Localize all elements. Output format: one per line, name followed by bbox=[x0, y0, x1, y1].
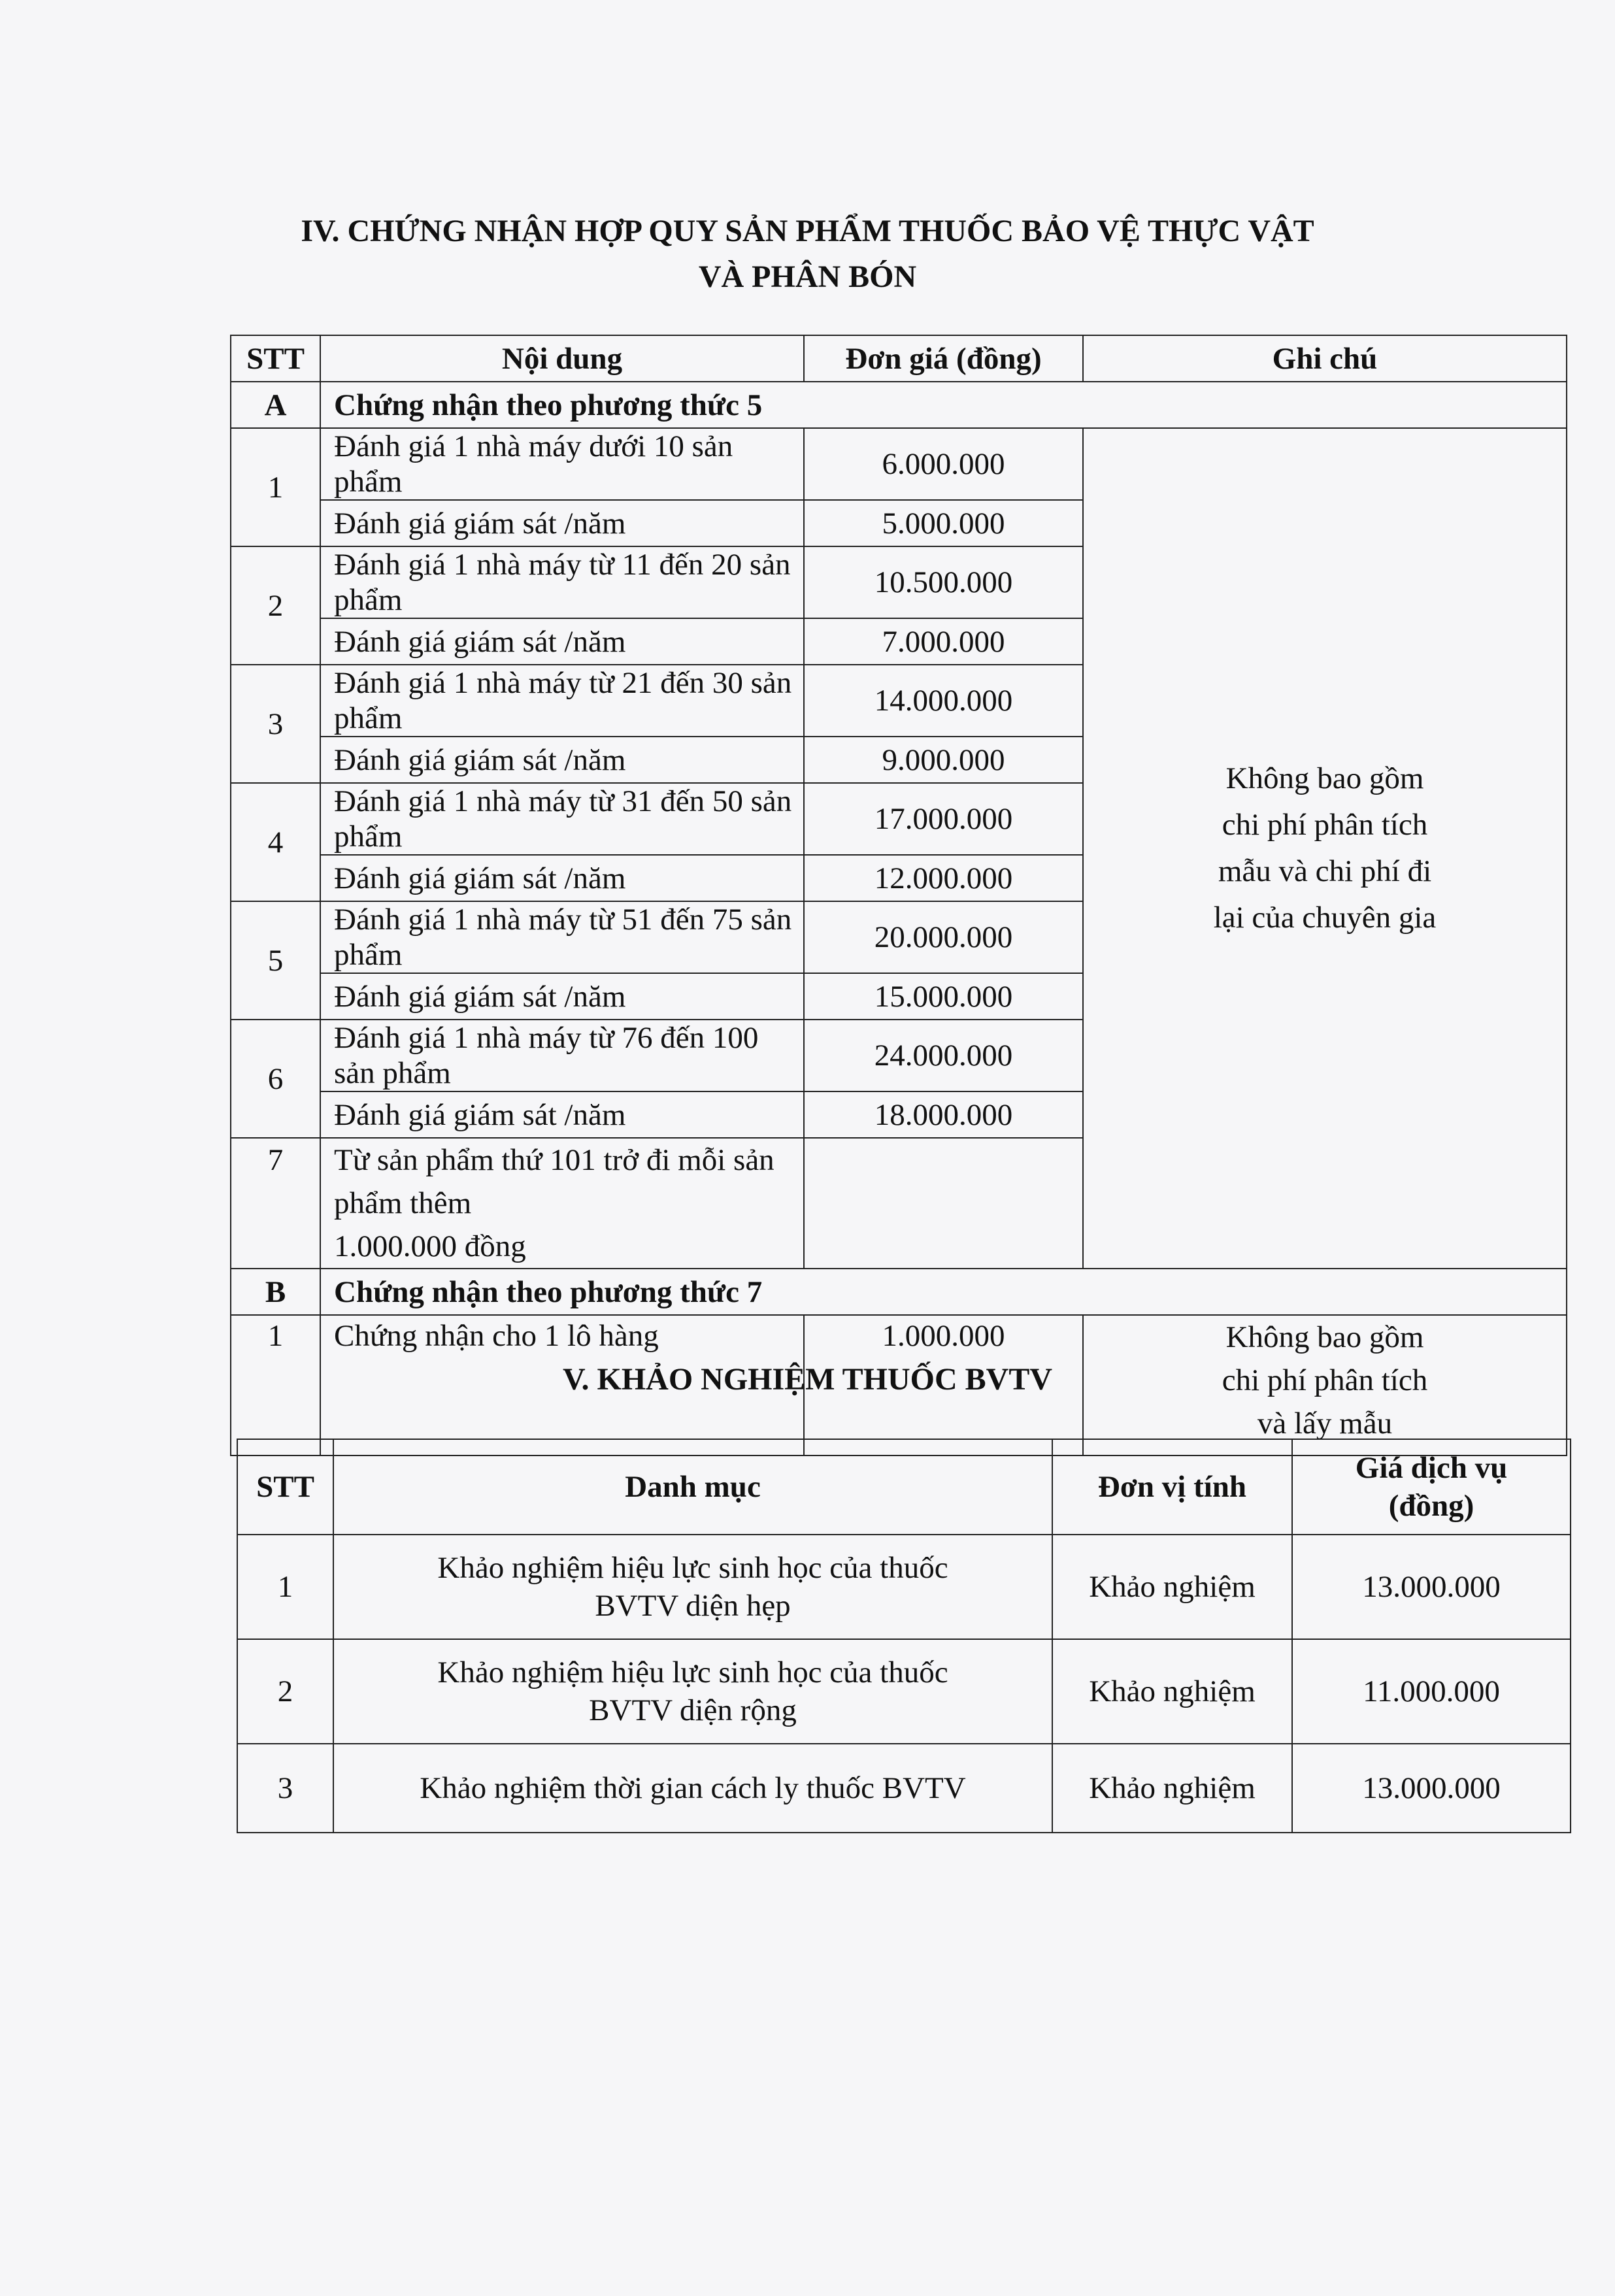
trial-price-table bbox=[237, 1439, 1571, 1833]
row-stt: 1 bbox=[231, 1315, 320, 1456]
row-price: 15.000.000 bbox=[804, 973, 1083, 1020]
group-a-note bbox=[1083, 428, 1567, 1269]
row-stt: 5 bbox=[231, 901, 320, 1020]
row-content: Chứng nhận cho 1 lô hàng bbox=[320, 1315, 804, 1456]
row-category bbox=[333, 1639, 1052, 1744]
row-price bbox=[804, 1138, 1083, 1269]
group-a-note-line: chi phí phân tích bbox=[1222, 808, 1428, 842]
group-a-label: Chứng nhận theo phương thức 5 bbox=[320, 382, 1567, 428]
row-price: 14.000.000 bbox=[804, 665, 1083, 737]
row-price: 17.000.000 bbox=[804, 783, 1083, 855]
group-b-note-line: chi phí phân tích bbox=[1222, 1363, 1428, 1397]
row-price: 20.000.000 bbox=[804, 901, 1083, 973]
row-unit: Khảo nghiệm bbox=[1052, 1639, 1292, 1744]
row-category-line-1: Khảo nghiệm thời gian cách ly thuốc BVTV bbox=[420, 1771, 966, 1805]
group-b-label: Chứng nhận theo phương thức 7 bbox=[320, 1269, 1567, 1315]
row-content bbox=[320, 1138, 804, 1269]
row-category bbox=[333, 1744, 1052, 1833]
row-category-line-1: Khảo nghiệm hiệu lực sinh học của thuốc bbox=[437, 1551, 948, 1585]
group-a-note-line: Không bao gồm bbox=[1225, 761, 1424, 795]
row-content: Đánh giá 1 nhà máy dưới 10 sản phẩm bbox=[320, 428, 804, 500]
header-service-price-line-1: Giá dịch vụ bbox=[1355, 1451, 1508, 1485]
header-price: Đơn giá (đồng) bbox=[804, 335, 1083, 382]
group-b-note-line: và lấy mẫu bbox=[1257, 1406, 1393, 1440]
row-content: Đánh giá giám sát /năm bbox=[320, 973, 804, 1020]
row-price: 13.000.000 bbox=[1292, 1535, 1571, 1639]
table-row bbox=[237, 1639, 1571, 1744]
group-a-note-line: lại của chuyên gia bbox=[1213, 901, 1437, 935]
header-stt: STT bbox=[237, 1439, 333, 1535]
row-content: Đánh giá giám sát /năm bbox=[320, 855, 804, 901]
row-stt: 2 bbox=[231, 546, 320, 665]
row-content: Đánh giá giám sát /năm bbox=[320, 618, 804, 665]
header-category: Danh mục bbox=[333, 1439, 1052, 1535]
group-a-note-line: mẫu và chi phí đi bbox=[1218, 854, 1432, 888]
row-price: 13.000.000 bbox=[1292, 1744, 1571, 1833]
table-row bbox=[237, 1744, 1571, 1833]
row-price: 18.000.000 bbox=[804, 1091, 1083, 1138]
row-price: 7.000.000 bbox=[804, 618, 1083, 665]
row-stt: 1 bbox=[231, 428, 320, 546]
row-stt: 6 bbox=[231, 1020, 320, 1138]
header-service-price bbox=[1292, 1439, 1571, 1535]
header-content: Nội dung bbox=[320, 335, 804, 382]
row-price: 5.000.000 bbox=[804, 500, 1083, 546]
row-content: Đánh giá 1 nhà máy từ 21 đến 30 sản phẩm bbox=[320, 665, 804, 737]
row-content: Đánh giá 1 nhà máy từ 51 đến 75 sản phẩm bbox=[320, 901, 804, 973]
section-4-title-line-2: VÀ PHÂN BÓN bbox=[698, 259, 917, 294]
row-content-line-1: Từ sản phẩm thứ 101 trở đi mỗi sản phẩm thêm bbox=[334, 1143, 774, 1220]
header-note: Ghi chú bbox=[1083, 335, 1567, 382]
group-a-code: A bbox=[231, 382, 320, 428]
table-row bbox=[231, 428, 1567, 500]
row-price: 11.000.000 bbox=[1292, 1639, 1571, 1744]
row-content: Đánh giá 1 nhà máy từ 76 đến 100 sản phẩm bbox=[320, 1020, 804, 1091]
row-content: Đánh giá giám sát /năm bbox=[320, 737, 804, 783]
section-5-title: V. KHẢO NGHIỆM THUỐC BVTV bbox=[563, 1362, 1052, 1397]
row-stt: 2 bbox=[237, 1639, 333, 1744]
row-content: Đánh giá giám sát /năm bbox=[320, 500, 804, 546]
group-b-code: B bbox=[231, 1269, 320, 1315]
row-price: 12.000.000 bbox=[804, 855, 1083, 901]
section-4-title-line-1: IV. CHỨNG NHẬN HỢP QUY SẢN PHẨM THUỐC BẢO VỆ THỰC VẬT bbox=[301, 214, 1314, 248]
row-stt: 3 bbox=[237, 1744, 333, 1833]
table-row bbox=[237, 1535, 1571, 1639]
row-price: 10.500.000 bbox=[804, 546, 1083, 618]
certification-price-table bbox=[230, 335, 1567, 1456]
table-row bbox=[231, 1269, 1567, 1315]
row-price: 6.000.000 bbox=[804, 428, 1083, 500]
row-category-line-2: BVTV diện hẹp bbox=[595, 1589, 791, 1623]
row-stt: 3 bbox=[231, 665, 320, 783]
row-price: 24.000.000 bbox=[804, 1020, 1083, 1091]
row-price: 9.000.000 bbox=[804, 737, 1083, 783]
row-stt: 4 bbox=[231, 783, 320, 901]
row-price: 1.000.000 bbox=[804, 1315, 1083, 1456]
header-unit: Đơn vị tính bbox=[1052, 1439, 1292, 1535]
row-category bbox=[333, 1535, 1052, 1639]
row-unit: Khảo nghiệm bbox=[1052, 1535, 1292, 1639]
header-stt: STT bbox=[231, 335, 320, 382]
row-stt: 7 bbox=[231, 1138, 320, 1269]
row-content-line-2: 1.000.000 đồng bbox=[334, 1229, 526, 1263]
row-content: Đánh giá giám sát /năm bbox=[320, 1091, 804, 1138]
row-unit: Khảo nghiệm bbox=[1052, 1744, 1292, 1833]
row-content: Đánh giá 1 nhà máy từ 31 đến 50 sản phẩm bbox=[320, 783, 804, 855]
row-category-line-1: Khảo nghiệm hiệu lực sinh học của thuốc bbox=[437, 1655, 948, 1689]
row-stt: 1 bbox=[237, 1535, 333, 1639]
row-category-line-2: BVTV diện rộng bbox=[589, 1693, 797, 1727]
group-b-note-line: Không bao gồm bbox=[1225, 1320, 1424, 1354]
header-service-price-line-2: (đồng) bbox=[1388, 1489, 1474, 1523]
row-content: Đánh giá 1 nhà máy từ 11 đến 20 sản phẩm bbox=[320, 546, 804, 618]
